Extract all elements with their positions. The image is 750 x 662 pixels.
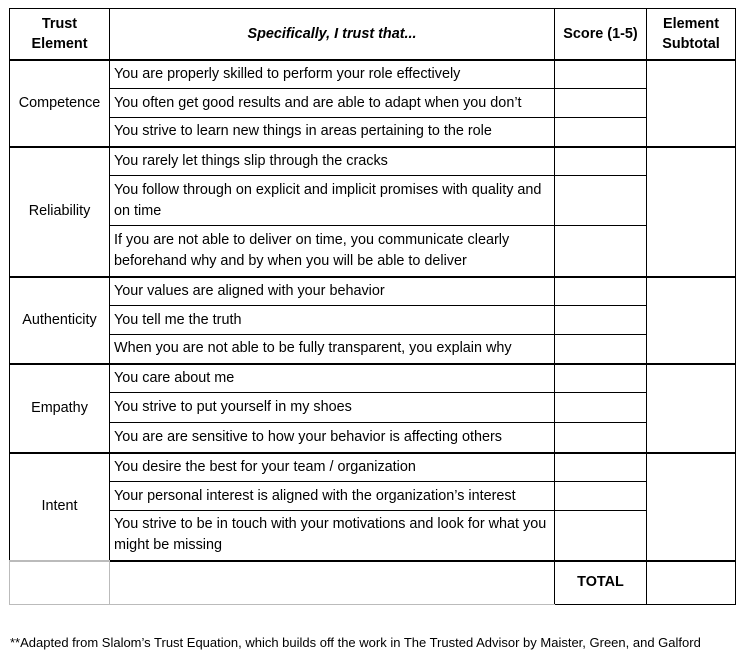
statement-cell: You care about me [110, 364, 555, 393]
table-row [10, 226, 736, 277]
total-value-cell[interactable] [647, 561, 736, 605]
table-row [10, 118, 736, 147]
score-cell[interactable] [555, 306, 647, 335]
statement-cell: You strive to put yourself in my shoes [110, 393, 555, 423]
subtotal-cell-competence[interactable] [647, 60, 736, 147]
header-subtotal: Element Subtotal [647, 9, 736, 60]
table-row [10, 393, 736, 423]
table-row [10, 60, 736, 89]
statement-cell: You are are sensitive to how your behavior is affecting others [110, 423, 555, 453]
table-row [10, 147, 736, 176]
score-cell[interactable] [555, 453, 647, 482]
header-score: Score (1-5) [555, 9, 647, 60]
total-label: TOTAL [555, 561, 647, 605]
subtotal-cell-empathy[interactable] [647, 364, 736, 453]
header-specifically: Specifically, I trust that... [110, 9, 555, 60]
total-blank-cell [110, 561, 555, 605]
table-row [10, 423, 736, 453]
score-cell[interactable] [555, 335, 647, 364]
footnote: **Adapted from Slalom’s Trust Equation, which builds off the work in The Trusted Advisor by Maister, Green, and Galford [10, 635, 701, 650]
trust-table [9, 8, 736, 605]
statement-cell: You tell me the truth [110, 306, 555, 335]
element-reliability: Reliability [10, 147, 110, 277]
subtotal-cell-authenticity[interactable] [647, 277, 736, 364]
score-cell[interactable] [555, 482, 647, 511]
table-row [10, 511, 736, 561]
table-row [10, 306, 736, 335]
score-cell[interactable] [555, 393, 647, 423]
score-cell[interactable] [555, 423, 647, 453]
statement-cell: You rarely let things slip through the cracks [110, 147, 555, 176]
statement-cell: You follow through on explicit and implicit promises with quality and on time [110, 176, 555, 226]
statement-cell: You strive to learn new things in areas pertaining to the role [110, 118, 555, 147]
statement-cell: You often get good results and are able to adapt when you don’t [110, 89, 555, 118]
element-competence: Competence [10, 60, 110, 147]
table-row [10, 335, 736, 364]
subtotal-cell-reliability[interactable] [647, 147, 736, 277]
score-cell[interactable] [555, 60, 647, 89]
statement-cell: You desire the best for your team / organization [110, 453, 555, 482]
score-cell[interactable] [555, 511, 647, 561]
statement-cell: When you are not able to be fully transparent, you explain why [110, 335, 555, 364]
header-trust-element: Trust Element [10, 9, 110, 60]
table-row [10, 176, 736, 226]
subtotal-cell-intent[interactable] [647, 453, 736, 561]
element-empathy: Empathy [10, 364, 110, 453]
table-row [10, 277, 736, 306]
score-cell[interactable] [555, 364, 647, 393]
table-row [10, 89, 736, 118]
table-row [10, 364, 736, 393]
table-row [10, 453, 736, 482]
statement-cell: If you are not able to deliver on time, you communicate clearly beforehand why and by when you will be able to deliver [110, 226, 555, 277]
statement-cell: Your personal interest is aligned with the organization’s interest [110, 482, 555, 511]
statement-cell: Your values are aligned with your behavior [110, 277, 555, 306]
score-cell[interactable] [555, 176, 647, 226]
header-row [10, 9, 736, 60]
table-row [10, 482, 736, 511]
score-cell[interactable] [555, 147, 647, 176]
score-cell[interactable] [555, 226, 647, 277]
score-cell[interactable] [555, 118, 647, 147]
score-cell[interactable] [555, 89, 647, 118]
statement-cell: You strive to be in touch with your motivations and look for what you might be missing [110, 511, 555, 561]
total-row [10, 561, 736, 605]
total-blank-cell [10, 561, 110, 605]
statement-cell: You are properly skilled to perform your role effectively [110, 60, 555, 89]
score-cell[interactable] [555, 277, 647, 306]
element-authenticity: Authenticity [10, 277, 110, 364]
element-intent: Intent [10, 453, 110, 561]
